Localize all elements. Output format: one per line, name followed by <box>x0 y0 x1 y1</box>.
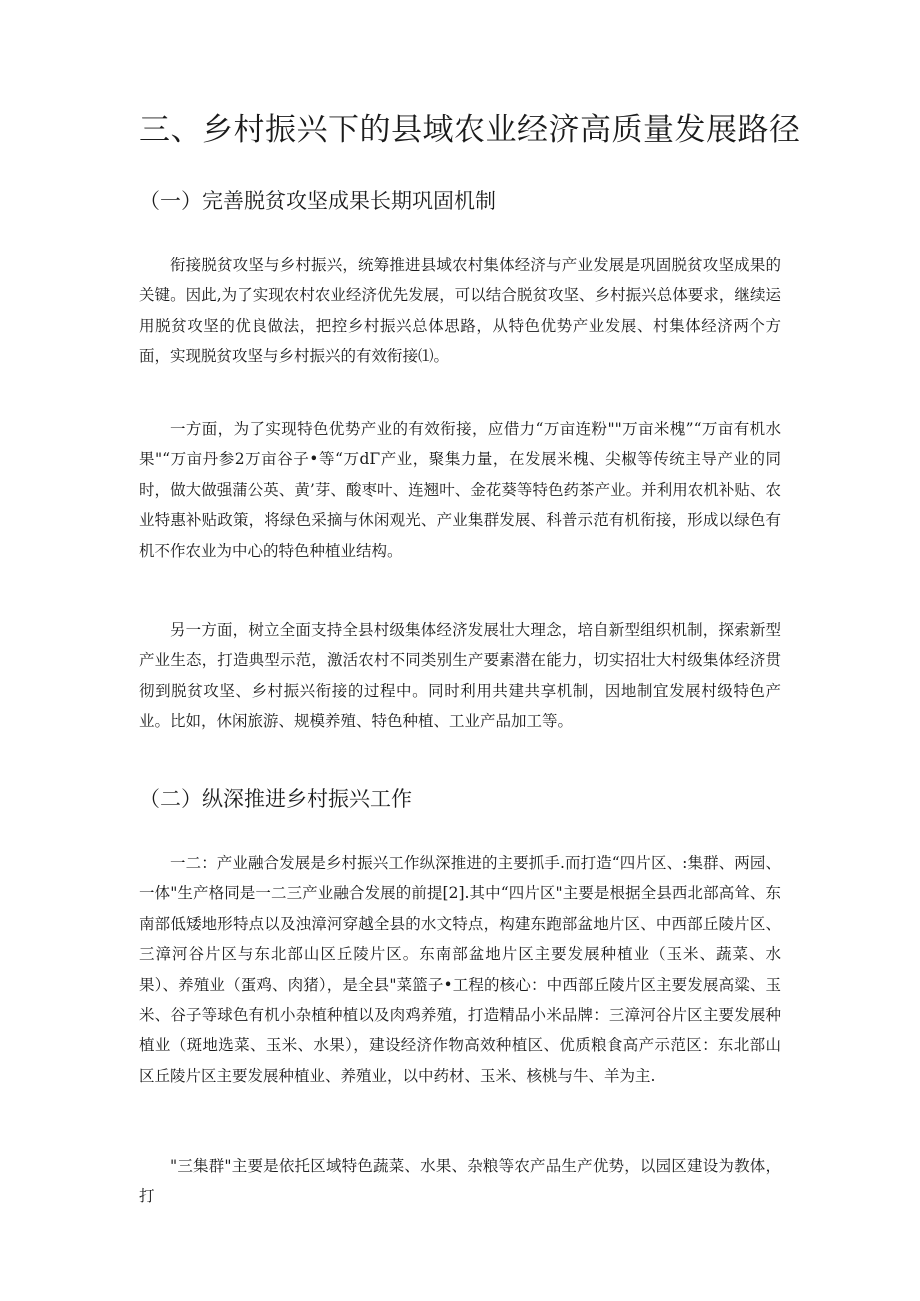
section-heading-2: （二）纵深推进乡村振兴工作 <box>139 787 412 811</box>
section-heading-1: （一）完善脱贫攻坚成果长期巩固机制 <box>139 189 496 213</box>
paragraph-1-1: 衔接脱贫攻坚与乡村振兴，统筹推进县域农村集体经济与产业发展是巩固脱贫攻坚成果的关键。因此,为了实现农村农业经济优先发展，可以结合脱贫攻坚、乡村振兴总体要求，继续运用脱贫攻坚的优良做法，把控乡村振兴总体思路，从特色优势产业发展、村集体经济两个方面，实现脱贫攻坚与乡村振兴的有效衔接⑴。 <box>139 256 781 366</box>
paragraph-1-3: 另一方面，树立全面支持全县村级集体经济发展壮大理念，培自新型组织机制，探索新型产业生态，打造典型示范，激活农村不同类别生产要素潜在能力，切实招壮大村级集体经济贯彻到脱贫攻坚、乡村振兴衔接的过程中。同时利用共建共享机制，因地制宜发展村级特色产业。比如，休闲旅游、规模养殖、特色种植、工业产品加工等。 <box>139 621 781 731</box>
page-title: 三、乡村振兴下的县域农业经济高质量发展路径 <box>139 112 801 148</box>
paragraph-2-1: 一二：产业融合发展是乡村振兴工作纵深推进的主要抓手.而打造“四片区、:集群、两园、一体"生产格同是一二三产业融合发展的前提[2].其中“四片区"主要是根据全县西北部高耸、东南部低矮地形特点以及浊漳河穿越全县的水文特点，构建东跑部盆地片区、中西部丘陵片区、三漳河谷片区与东北部山区丘陵片区。东南部盆地片区主要发展种植业（玉米、蔬菜、水果）、养殖业（蛋鸡、肉猪），是全县"菜篮子•工程的核心：中西部丘陵片区主要发展高粱、玉米、谷子等球色有机小杂植种植以及肉鸡养殖，打造精品小米品牌：三漳河谷片区主要发展种植业（斑地选菜、玉米、水果），建设经济作物高效种植区、优质粮食高产示范区：东北部山区丘陵片区主要发展种植业、养殖业，以中药材、玉米、核桃与牛、羊为主. <box>139 854 781 1085</box>
paragraph-2-2: "三集群"主要是依托区域特色蔬菜、水果、杂粮等农产品生产优势，以园区建设为教体，打 <box>139 1157 781 1206</box>
paragraph-1-2: 一方面，为了实现特色优势产业的有效衔接，应借力“万亩连粉""万亩米槐”“万亩有机水果"“万亩丹参2万亩谷子•等“万dΓ产业，聚集力量，在发展米槐、尖椒等传统主导产业的同时，做大做强蒲公英、黄’芽、酸枣叶、连翘叶、金花葵等特色药茶产业。并利用农机补贴、农业特惠补贴政策，将绿色采摘与休闲观光、产业集群发展、科普示范有机衔接，形成以绿色有机不作农业为中心的特色种植业结构。 <box>139 420 781 560</box>
